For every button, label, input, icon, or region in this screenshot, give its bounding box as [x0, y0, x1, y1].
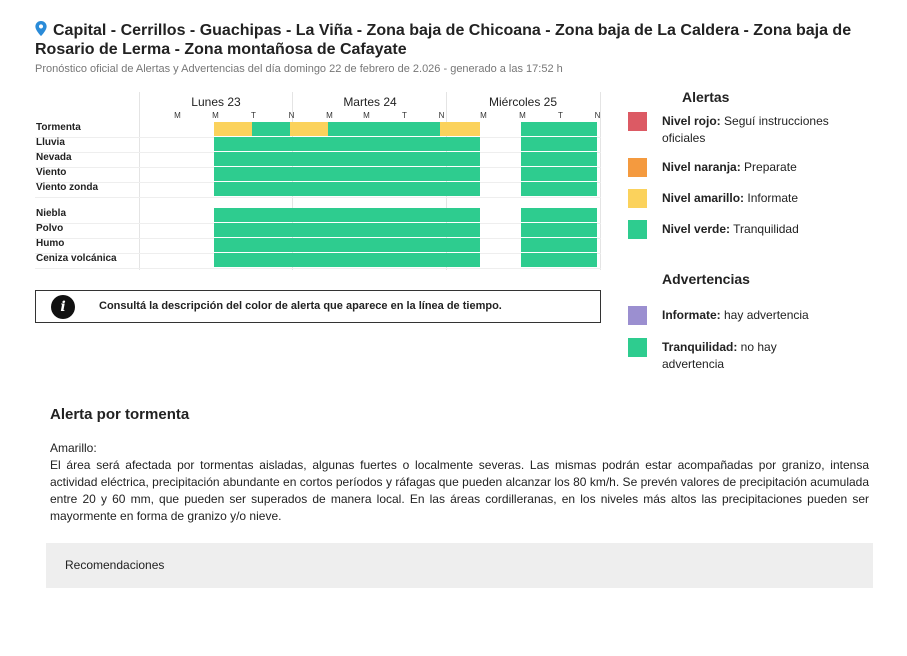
alert-cell-verde[interactable] [559, 253, 597, 267]
alert-cell-verde[interactable] [290, 208, 329, 222]
alert-cell-verde[interactable] [252, 182, 291, 196]
color-swatch [628, 158, 647, 177]
alert-cell-verde[interactable] [521, 137, 560, 151]
color-swatch [628, 189, 647, 208]
alert-cell-verde[interactable] [440, 208, 480, 222]
alert-cell-verde[interactable] [214, 152, 253, 166]
alert-cell-verde[interactable] [290, 137, 329, 151]
period-label: T [558, 111, 563, 120]
info-icon: i [51, 295, 75, 319]
alert-cell-verde[interactable] [328, 122, 366, 136]
day-label: Lunes 23 [191, 95, 241, 109]
alert-cell-verde[interactable] [252, 167, 291, 181]
alert-cell-verde[interactable] [365, 152, 404, 166]
alert-cell-verde[interactable] [290, 238, 329, 252]
alert-cell-verde[interactable] [559, 223, 597, 237]
alert-cell-verde[interactable] [403, 182, 441, 196]
alert-cell-verde[interactable] [328, 182, 366, 196]
alert-cell-verde[interactable] [328, 167, 366, 181]
period-label: T [251, 111, 256, 120]
period-label: M [480, 111, 487, 120]
page-title-text: Capital - Cerrillos - Guachipas - La Viña - Zona baja de Chicoana - Zona baja de La Caldera - Zona baja de Rosario de Lerma - Zona montañosa de Cafayate [35, 22, 852, 58]
alert-cell-verde[interactable] [328, 152, 366, 166]
alert-cell-amarillo[interactable] [290, 122, 329, 136]
period-label: N [438, 111, 445, 120]
hazard-row-label: Humo [36, 238, 65, 249]
day-divider [139, 92, 140, 270]
alert-cell-verde[interactable] [440, 152, 480, 166]
legend-text: Tranquilidad: no hay advertencia [662, 340, 777, 371]
day-label: Miércoles 25 [488, 95, 558, 109]
legend-text: Nivel naranja: Preparate [662, 160, 797, 174]
alert-cell-verde[interactable] [440, 167, 480, 181]
legend-text: Informate: hay advertencia [662, 308, 809, 322]
alerts-legend-title: Alertas [682, 89, 730, 105]
alert-cell-verde[interactable] [440, 223, 480, 237]
warnings-legend-title: Advertencias [662, 271, 750, 287]
alert-cell-verde[interactable] [365, 122, 404, 136]
alert-cell-verde[interactable] [290, 253, 329, 267]
location-pin-icon [35, 21, 47, 36]
alert-cell-verde[interactable] [521, 238, 560, 252]
hazard-row-label: Tormenta [36, 122, 81, 133]
alert-cell-verde[interactable] [328, 238, 366, 252]
alert-cell-verde[interactable] [214, 182, 253, 196]
alert-cell-verde[interactable] [214, 167, 253, 181]
alert-cell-amarillo[interactable] [440, 122, 480, 136]
alert-cell-verde[interactable] [365, 182, 404, 196]
period-label: M [519, 111, 526, 120]
alert-cell-verde[interactable] [440, 253, 480, 267]
alert-section-title: Alerta por tormenta [50, 406, 190, 423]
recommendations-accordion[interactable] [46, 543, 873, 588]
alert-cell-verde[interactable] [365, 167, 404, 181]
alert-cell-amarillo[interactable] [214, 122, 253, 136]
period-label: M [212, 111, 219, 120]
alert-cell-verde[interactable] [440, 137, 480, 151]
period-label: T [402, 111, 407, 120]
row-divider [35, 197, 601, 198]
alert-cell-verde[interactable] [440, 238, 480, 252]
alert-cell-verde[interactable] [252, 122, 291, 136]
color-swatch [628, 306, 647, 325]
alert-cell-verde[interactable] [290, 152, 329, 166]
alert-cell-verde[interactable] [252, 238, 291, 252]
color-swatch [628, 338, 647, 357]
alert-cell-verde[interactable] [290, 223, 329, 237]
hazard-row-label: Polvo [36, 223, 64, 234]
alert-cell-verde[interactable] [403, 238, 441, 252]
period-label: M [326, 111, 333, 120]
alert-cell-verde[interactable] [328, 137, 366, 151]
alert-cell-verde[interactable] [365, 208, 404, 222]
alert-cell-verde[interactable] [559, 182, 597, 196]
alert-cell-verde[interactable] [214, 223, 253, 237]
alert-cell-verde[interactable] [214, 208, 253, 222]
alert-cell-verde[interactable] [403, 137, 441, 151]
alert-cell-verde[interactable] [559, 122, 597, 136]
alert-cell-verde[interactable] [252, 223, 291, 237]
alert-cell-verde[interactable] [365, 137, 404, 151]
color-swatch [628, 220, 647, 239]
alert-cell-verde[interactable] [214, 253, 253, 267]
alert-cell-verde[interactable] [365, 223, 404, 237]
alert-cell-verde[interactable] [365, 238, 404, 252]
alert-cell-verde[interactable] [252, 137, 291, 151]
alert-cell-verde[interactable] [521, 167, 560, 181]
alert-cell-verde[interactable] [521, 253, 560, 267]
page-title [35, 21, 885, 59]
alert-cell-verde[interactable] [365, 253, 404, 267]
legend-text: Nivel verde: Tranquilidad [662, 222, 799, 236]
alert-cell-verde[interactable] [559, 152, 597, 166]
period-label: N [288, 111, 295, 120]
alert-cell-verde[interactable] [440, 182, 480, 196]
row-divider [35, 268, 601, 269]
alert-cell-verde[interactable] [403, 152, 441, 166]
alert-cell-verde[interactable] [403, 223, 441, 237]
info-box [35, 290, 601, 323]
alert-timeline [35, 92, 601, 272]
hazard-row-label: Ceniza volcánica [36, 253, 117, 264]
alert-cell-verde[interactable] [252, 253, 291, 267]
alert-cell-verde[interactable] [403, 122, 441, 136]
alert-level-label: Amarillo: [50, 441, 97, 455]
alert-cell-verde[interactable] [290, 167, 329, 181]
alert-cell-verde[interactable] [521, 223, 560, 237]
alert-cell-verde[interactable] [521, 152, 560, 166]
alert-cell-verde[interactable] [403, 167, 441, 181]
alert-cell-verde[interactable] [252, 152, 291, 166]
alert-cell-verde[interactable] [559, 167, 597, 181]
alert-cell-verde[interactable] [559, 238, 597, 252]
alert-cell-verde[interactable] [559, 137, 597, 151]
alert-cell-verde[interactable] [521, 208, 560, 222]
legend-text: Nivel rojo: Seguí instrucciones oficiales [662, 114, 829, 145]
hazard-row-label: Viento zonda [36, 182, 99, 193]
alert-cell-verde[interactable] [328, 253, 366, 267]
page-subtitle: Pronóstico oficial de Alertas y Advertencias del día domingo 22 de febrero de 2.026 - generado a las 17:52 h [35, 63, 563, 75]
hazard-row-label: Niebla [36, 208, 67, 219]
alert-cell-verde[interactable] [252, 208, 291, 222]
recommendations-label: Recomendaciones [65, 558, 165, 572]
hazard-row-label: Viento [36, 167, 67, 178]
alert-cell-verde[interactable] [521, 122, 560, 136]
alert-cell-verde[interactable] [403, 208, 441, 222]
alert-cell-verde[interactable] [328, 208, 366, 222]
info-text: Consultá la descripción del color de alerta que aparece en la línea de tiempo. [99, 300, 502, 312]
period-label: M [363, 111, 370, 120]
hazard-row-label: Nevada [36, 152, 72, 163]
period-label: M [174, 111, 181, 120]
legend-text: Nivel amarillo: Informate [662, 191, 799, 205]
hazard-row-label: Lluvia [36, 137, 65, 148]
alert-cell-verde[interactable] [521, 182, 560, 196]
period-label: N [594, 111, 601, 120]
color-swatch [628, 112, 647, 131]
alert-cell-verde[interactable] [290, 182, 329, 196]
alert-cell-verde[interactable] [403, 253, 441, 267]
alert-description: El área será afectada por tormentas aisladas, algunas fuertes o localmente severas. Las mismas podrán estar acompañadas por granizo, intensa actividad eléctrica, precipitación abundante en cortos períodos y ráfagas que pueden alcanzar los 80 km/h. Se prevén valores de precipitación acumulada entre 20 y 60 mm, que pueden ser superados de manera local. En las áreas cordilleranas, en los niveles más altos las precipitaciones pueden ser mayormente en forma de granizo y/o nieve. [50, 458, 869, 523]
alert-cell-verde[interactable] [214, 137, 253, 151]
day-label: Martes 24 [343, 95, 397, 109]
alert-cell-verde[interactable] [328, 223, 366, 237]
alert-cell-verde[interactable] [214, 238, 253, 252]
alert-cell-verde[interactable] [559, 208, 597, 222]
